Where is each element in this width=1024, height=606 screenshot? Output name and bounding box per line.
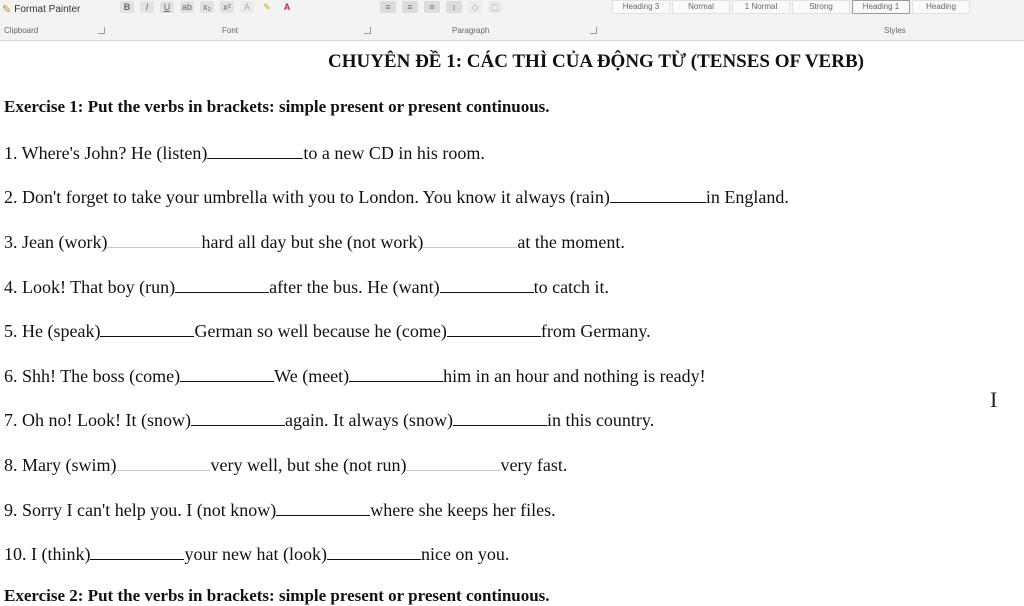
exercise-item-3: 3. Jean (work) hard all day but she (not work) at the moment. xyxy=(4,232,625,252)
italic-button[interactable]: I xyxy=(140,1,154,13)
bold-button[interactable]: B xyxy=(120,1,134,13)
exercise1-heading: Exercise 1: Put the verbs in brackets: simple present or present continuous. xyxy=(4,97,550,116)
highlight-color-button[interactable]: ✎ xyxy=(263,1,271,12)
styles-gallery xyxy=(612,0,970,14)
exercise-item-2: 2. Don't forget to take your umbrella with you to London. You know it always (rain) in England. xyxy=(4,187,789,207)
style-1-normal[interactable]: 1 Normal xyxy=(732,0,790,14)
ribbon xyxy=(0,0,1024,41)
shading-icon[interactable]: ◇ xyxy=(468,1,482,13)
ribbon-group-labels xyxy=(0,26,1024,38)
format-painter-label: Format Painter xyxy=(14,3,81,15)
style-heading[interactable]: Heading xyxy=(912,0,970,14)
line-spacing-icon[interactable]: ↕ xyxy=(446,1,462,13)
exercise-item-7: 7. Oh no! Look! It (snow) again. It always (snow) in this country. xyxy=(4,410,655,430)
exercise-item-8: 8. Mary (swim) very well, but she (not run) very fast. xyxy=(4,455,568,475)
clipboard-launcher-icon[interactable] xyxy=(98,27,105,34)
exercise-item-5: 5. He (speak) German so well because he (come) from Germany. xyxy=(4,321,651,341)
text-effects-button[interactable]: A xyxy=(240,1,254,13)
exercise-item-9: 9. Sorry I can't help you. I (not know) where she keeps her files. xyxy=(4,500,556,520)
exercise-item-6: 6. Shh! The boss (come) We (meet) him in an hour and nothing is ready! xyxy=(4,366,706,386)
clipboard-group-label: Clipboard xyxy=(4,26,39,35)
style-normal[interactable]: Normal xyxy=(672,0,730,14)
exercise-item-1: 1. Where's John? He (listen) to a new CD in his room. xyxy=(4,143,485,163)
format-painter-button[interactable] xyxy=(2,1,80,17)
borders-icon[interactable]: ▢ xyxy=(488,1,502,13)
paragraph-group-label: Paragraph xyxy=(452,26,490,35)
paragraph-tools xyxy=(380,0,502,14)
exercise-item-4: 4. Look! That boy (run) after the bus. He (want) to catch it. xyxy=(4,277,610,297)
font-group-label: Font xyxy=(222,26,239,35)
align-left-icon[interactable]: ≡ xyxy=(380,1,396,13)
strikethrough-button[interactable]: ab xyxy=(181,2,192,12)
paintbrush-icon: ✎ xyxy=(2,3,12,16)
font-color-button[interactable]: A xyxy=(283,2,291,12)
align-center-icon[interactable]: ≡ xyxy=(402,1,418,13)
font-launcher-icon[interactable] xyxy=(364,27,371,34)
style-heading1[interactable]: Heading 1 xyxy=(852,0,910,14)
font-tools xyxy=(120,0,294,14)
style-heading3[interactable]: Heading 3 xyxy=(612,0,670,14)
underline-button[interactable]: U xyxy=(160,1,174,13)
text-cursor-icon: I xyxy=(990,387,998,412)
styles-group-label: Styles xyxy=(884,26,906,35)
exercise-item-10: 10. I (think) your new hat (look) nice on you. xyxy=(4,544,510,564)
align-right-icon[interactable]: ≡ xyxy=(424,1,440,13)
subscript-button[interactable]: x₂ xyxy=(200,1,214,13)
exercise2-heading: Exercise 2: Put the verbs in brackets: simple present or present continuous. xyxy=(4,586,550,605)
paragraph-launcher-icon[interactable] xyxy=(590,27,597,34)
superscript-button[interactable]: x² xyxy=(220,1,234,13)
style-strong[interactable]: Strong xyxy=(792,0,850,14)
document-title: CHUYÊN ĐỀ 1: CÁC THÌ CỦA ĐỘNG TỪ (TENSES OF VERB) xyxy=(328,51,864,72)
document-page[interactable] xyxy=(0,41,1024,605)
